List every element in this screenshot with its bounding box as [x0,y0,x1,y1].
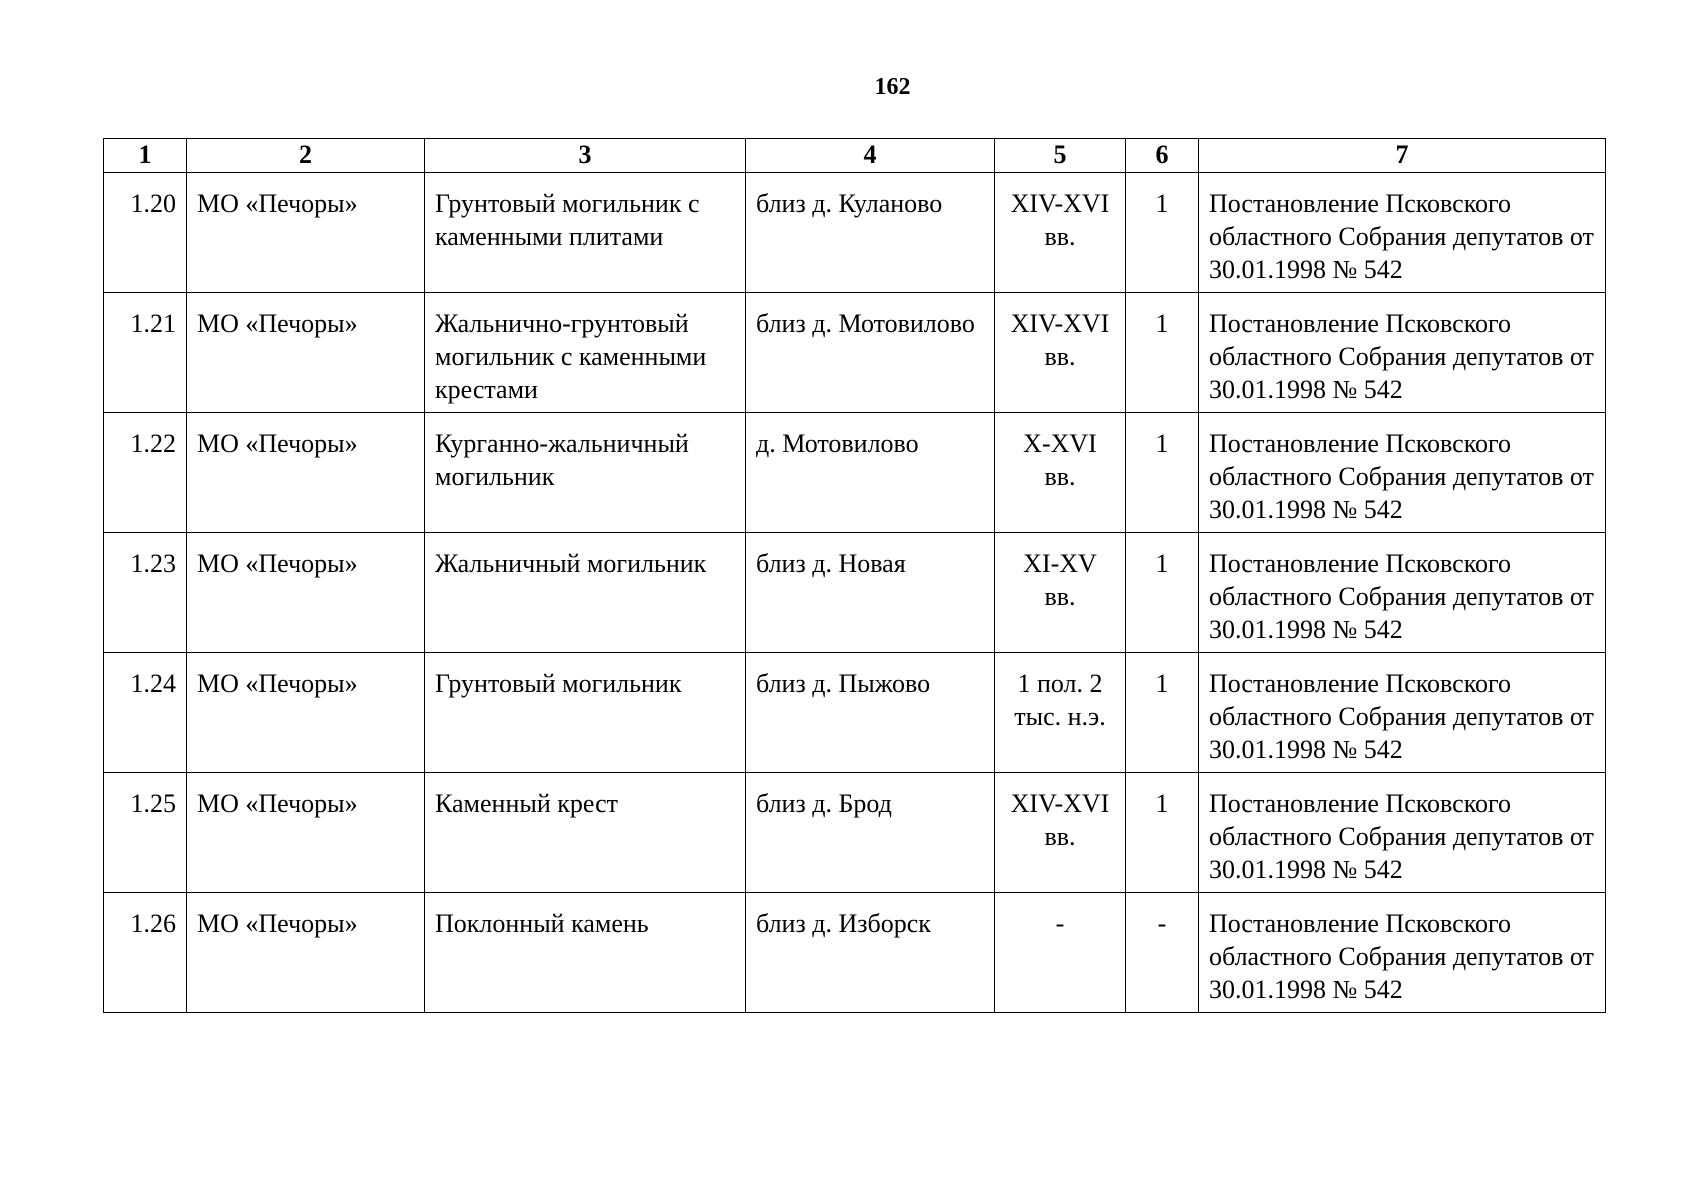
location-cell: близ д. Куланово [746,173,995,293]
category-cell: 1 [1126,173,1199,293]
category-cell: 1 [1126,773,1199,893]
document-cell: Постановление Псковского областного Собрания депутатов от 30.01.1998 № 542 [1199,173,1606,293]
column-header: 3 [425,139,746,173]
column-header: 2 [187,139,425,173]
table-row [104,773,1606,893]
page-number: 162 [874,74,911,100]
period-cell: X-XVI вв. [995,413,1126,533]
table-row [104,533,1606,653]
site-name-cell: Курганно-жальничный могильник [425,413,746,533]
row-number: 1.24 [104,653,187,773]
row-number: 1.22 [104,413,187,533]
category-cell: 1 [1126,653,1199,773]
period-cell: XIV-XVI вв. [995,773,1126,893]
location-cell: близ д. Брод [746,773,995,893]
period-cell: - [995,893,1126,1013]
table-row [104,653,1606,773]
category-cell: - [1126,893,1199,1013]
category-cell: 1 [1126,413,1199,533]
row-number: 1.20 [104,173,187,293]
document-cell: Постановление Псковского областного Собрания депутатов от 30.01.1998 № 542 [1199,653,1606,773]
municipality-cell: МО «Печоры» [187,893,425,1013]
table-row [104,893,1606,1013]
row-number: 1.25 [104,773,187,893]
document-cell: Постановление Псковского областного Собрания депутатов от 30.01.1998 № 542 [1199,413,1606,533]
period-cell: XIV-XVI вв. [995,293,1126,413]
location-cell: близ д. Новая [746,533,995,653]
municipality-cell: МО «Печоры» [187,773,425,893]
municipality-cell: МО «Печоры» [187,413,425,533]
location-cell: близ д. Пыжово [746,653,995,773]
table-row [104,413,1606,533]
municipality-cell: МО «Печоры» [187,533,425,653]
municipality-cell: МО «Печоры» [187,173,425,293]
heritage-registry-table [103,138,1606,1013]
row-number: 1.23 [104,533,187,653]
site-name-cell: Грунтовый могильник с каменными плитами [425,173,746,293]
site-name-cell: Грунтовый могильник [425,653,746,773]
column-header: 1 [104,139,187,173]
period-cell: XIV-XVI вв. [995,173,1126,293]
location-cell: д. Мотовилово [746,413,995,533]
site-name-cell: Каменный крест [425,773,746,893]
document-cell: Постановление Псковского областного Собрания депутатов от 30.01.1998 № 542 [1199,293,1606,413]
municipality-cell: МО «Печоры» [187,293,425,413]
category-cell: 1 [1126,533,1199,653]
document-cell: Постановление Псковского областного Собрания депутатов от 30.01.1998 № 542 [1199,893,1606,1013]
table-row [104,173,1606,293]
row-number: 1.26 [104,893,187,1013]
period-cell: 1 пол. 2 тыс. н.э. [995,653,1126,773]
location-cell: близ д. Мотовилово [746,293,995,413]
column-header: 6 [1126,139,1199,173]
period-cell: XI-XV вв. [995,533,1126,653]
document-cell: Постановление Псковского областного Собрания депутатов от 30.01.1998 № 542 [1199,533,1606,653]
site-name-cell: Поклонный камень [425,893,746,1013]
table-row [104,293,1606,413]
document-cell: Постановление Псковского областного Собрания депутатов от 30.01.1998 № 542 [1199,773,1606,893]
site-name-cell: Жальничный могильник [425,533,746,653]
municipality-cell: МО «Печоры» [187,653,425,773]
column-number-row [104,139,1606,173]
column-header: 4 [746,139,995,173]
location-cell: близ д. Изборск [746,893,995,1013]
category-cell: 1 [1126,293,1199,413]
column-header: 7 [1199,139,1606,173]
row-number: 1.21 [104,293,187,413]
site-name-cell: Жальнично-грунтовый могильник с каменными крестами [425,293,746,413]
column-header: 5 [995,139,1126,173]
